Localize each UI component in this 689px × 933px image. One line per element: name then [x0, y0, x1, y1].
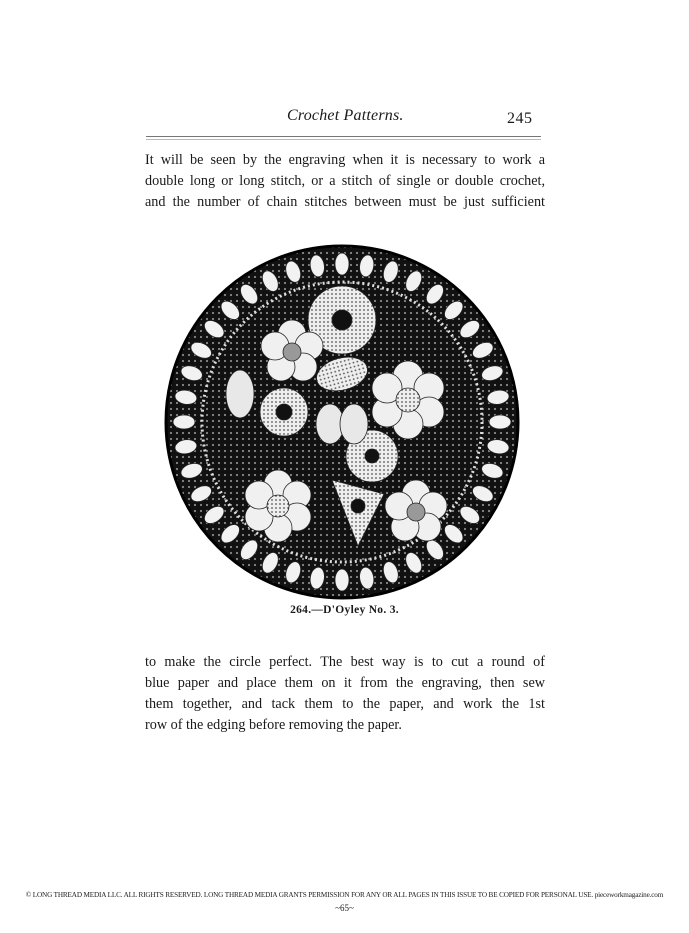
copyright-notice: © LONG THREAD MEDIA LLC. ALL RIGHTS RESERVED. LONG THREAD MEDIA GRANTS PERMISSION FOR ANY OR ALL PAGES IN THIS ISSUE TO BE COPIED FOR PERSONAL USE. pieceworkmagazine.com — [25, 891, 664, 899]
paragraph-2 — [145, 652, 545, 736]
paragraph-1 — [145, 150, 545, 213]
paragraph-2-line: them together, and tack them to the paper, and work the 1st — [145, 696, 545, 712]
paragraph-1-line: double long or long stitch, or a stitch of single or double crochet, — [145, 173, 545, 189]
header-rule — [146, 136, 541, 137]
crochet-doily-engraving-icon — [162, 244, 522, 600]
paragraph-1-line: It will be seen by the engraving when it is necessary to work a — [145, 152, 545, 168]
edging-leaf — [335, 569, 349, 591]
page-number: 245 — [507, 110, 533, 127]
edging-leaf — [335, 253, 349, 275]
paragraph-2-line: blue paper and place them on it from the engraving, then sew — [145, 675, 545, 691]
folio: ~65~ — [335, 903, 354, 913]
running-header-title: Crochet Patterns. — [287, 107, 404, 124]
edging-leaf — [173, 415, 195, 429]
paragraph-2-line: row of the edging before removing the paper. — [145, 717, 402, 733]
paragraph-1-line: and the number of chain stitches between must be just sufficient — [145, 194, 545, 210]
header-rule-secondary — [146, 139, 541, 140]
paragraph-2-line: to make the circle perfect. The best way is to cut a round of — [145, 654, 545, 670]
edging-leaf — [489, 415, 511, 429]
figure-caption: 264.—D'Oyley No. 3. — [290, 604, 399, 616]
